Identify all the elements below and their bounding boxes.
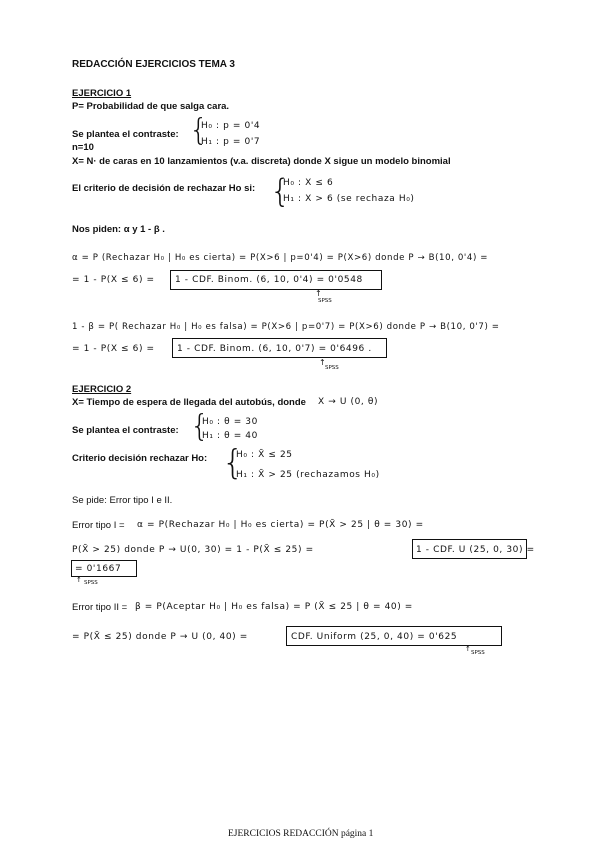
ej2-x-definition: X= Tiempo de espera de llegada del autobús, donde — [72, 397, 306, 408]
ej2-contraste-label: Se plantea el contraste: — [72, 425, 179, 436]
ej1-contraste-label: Se plantea el contraste: — [72, 129, 179, 140]
ej1-crit-brace: { — [270, 172, 291, 210]
ej2-e2-line2: = P(X̄ ≤ 25) donde P → U (0, 40) = — [72, 632, 248, 642]
ej2-e2-result: CDF. Uniform (25, 0, 40) = 0'625 — [291, 632, 458, 642]
ej2-e1-note: SPSS — [84, 580, 98, 586]
ej1-beta-result: 1 - CDF. Binom. (6, 10, 0'7) = 0'6496 . — [177, 344, 372, 354]
ej1-alpha-line1: α = P (Rechazar H₀ | H₀ es cierta) = P(X>6 | p=0'4) = P(X>6) donde P → B(10, 0'4) = — [72, 253, 489, 263]
ej2-heading: EJERCICIO 2 — [72, 384, 132, 395]
ej1-p-definition: P= Probabilidad de que salga cara. — [72, 101, 230, 112]
ej1-heading: EJERCICIO 1 — [72, 88, 132, 99]
page-title: REDACCIÓN EJERCICIOS TEMA 3 — [72, 59, 235, 70]
ej2-brace: { — [190, 409, 210, 444]
ej2-e1-label: Error tipo I = — [72, 520, 125, 531]
ej1-h0: H₀ : p = 0'4 — [201, 121, 261, 131]
ej2-crit-brace: { — [222, 443, 244, 483]
ej1-beta-note: SPSS — [325, 365, 339, 371]
ej1-n: n=10 — [72, 142, 94, 153]
ej2-e1-line2: P(X̄ > 25) donde P → U(0, 30) = 1 - P(X̄ ≤ 25) = — [72, 545, 314, 555]
ej1-alpha-note: SPSS — [318, 298, 332, 304]
ej1-crit-h0: H₀ : X ≤ 6 — [283, 178, 334, 188]
ej2-e1-value: = 0'1667 — [75, 564, 122, 574]
page-footer: EJERCICIOS REDACCIÓN página 1 — [228, 829, 374, 839]
ej2-h1: H₁ : θ = 40 — [202, 431, 258, 441]
ej1-nos-piden: Nos piden: α y 1 - β . — [72, 224, 165, 235]
ej1-beta-line2: = 1 - P(X ≤ 6) = — [72, 344, 155, 354]
ej2-criterio-label: Criterio decisión rechazar Ho: — [72, 453, 208, 464]
ej1-beta-line1: 1 - β = P( Rechazar H₀ | H₀ es falsa) = P(X>6 | p=0'7) = P(X>6) donde P → B(10, 0'7) = — [72, 322, 500, 332]
ej1-x-definition: X= N· de caras en 10 lanzamientos (v.a. discreta) donde X sigue un modelo binomial — [72, 156, 451, 167]
ej2-e2-note: SPSS — [471, 650, 485, 656]
ej2-h0: H₀ : θ = 30 — [202, 417, 258, 427]
ej1-brace: { — [189, 113, 209, 148]
ej2-x-model: X → U (0, θ) — [318, 397, 379, 407]
ej1-criterio-label: El criterio de decisión de rechazar Ho si: — [72, 183, 256, 194]
ej1-alpha-result: 1 - CDF. Binom. (6, 10, 0'4) = 0'0548 — [175, 275, 363, 285]
ej2-e1-arrow: ↑ — [76, 576, 83, 584]
ej2-se-pide: Se pide: Error tipo I e II. — [72, 495, 173, 506]
ej2-e2-line1: β = P(Aceptar H₀ | H₀ es falsa) = P (X̄ ≤ 25 | θ = 40) = — [135, 602, 413, 612]
ej1-alpha-arrow: ↑ — [315, 289, 323, 298]
ej1-crit-h1: H₁ : X > 6 (se rechaza H₀) — [283, 194, 415, 204]
ej2-crit-h1: H₁ : X̄ > 25 (rechazamos H₀) — [236, 470, 380, 480]
ej2-e1-line1: α = P(Rechazar H₀ | H₀ es cierta) = P(X̄ > 25 | θ = 30) = — [137, 520, 424, 530]
ej1-alpha-line2: = 1 - P(X ≤ 6) = — [72, 275, 155, 285]
ej2-e2-label: Error tipo II = — [72, 602, 128, 613]
ej1-beta-arrow: ↑ — [319, 358, 327, 367]
ej2-e1-result: 1 - CDF. U (25, 0, 30) = — [416, 545, 535, 555]
ej2-e2-arrow: ↑ — [465, 645, 472, 653]
ej2-crit-h0: H₀ : X̄ ≤ 25 — [236, 450, 293, 460]
ej1-h1: H₁ : p = 0'7 — [201, 137, 261, 147]
